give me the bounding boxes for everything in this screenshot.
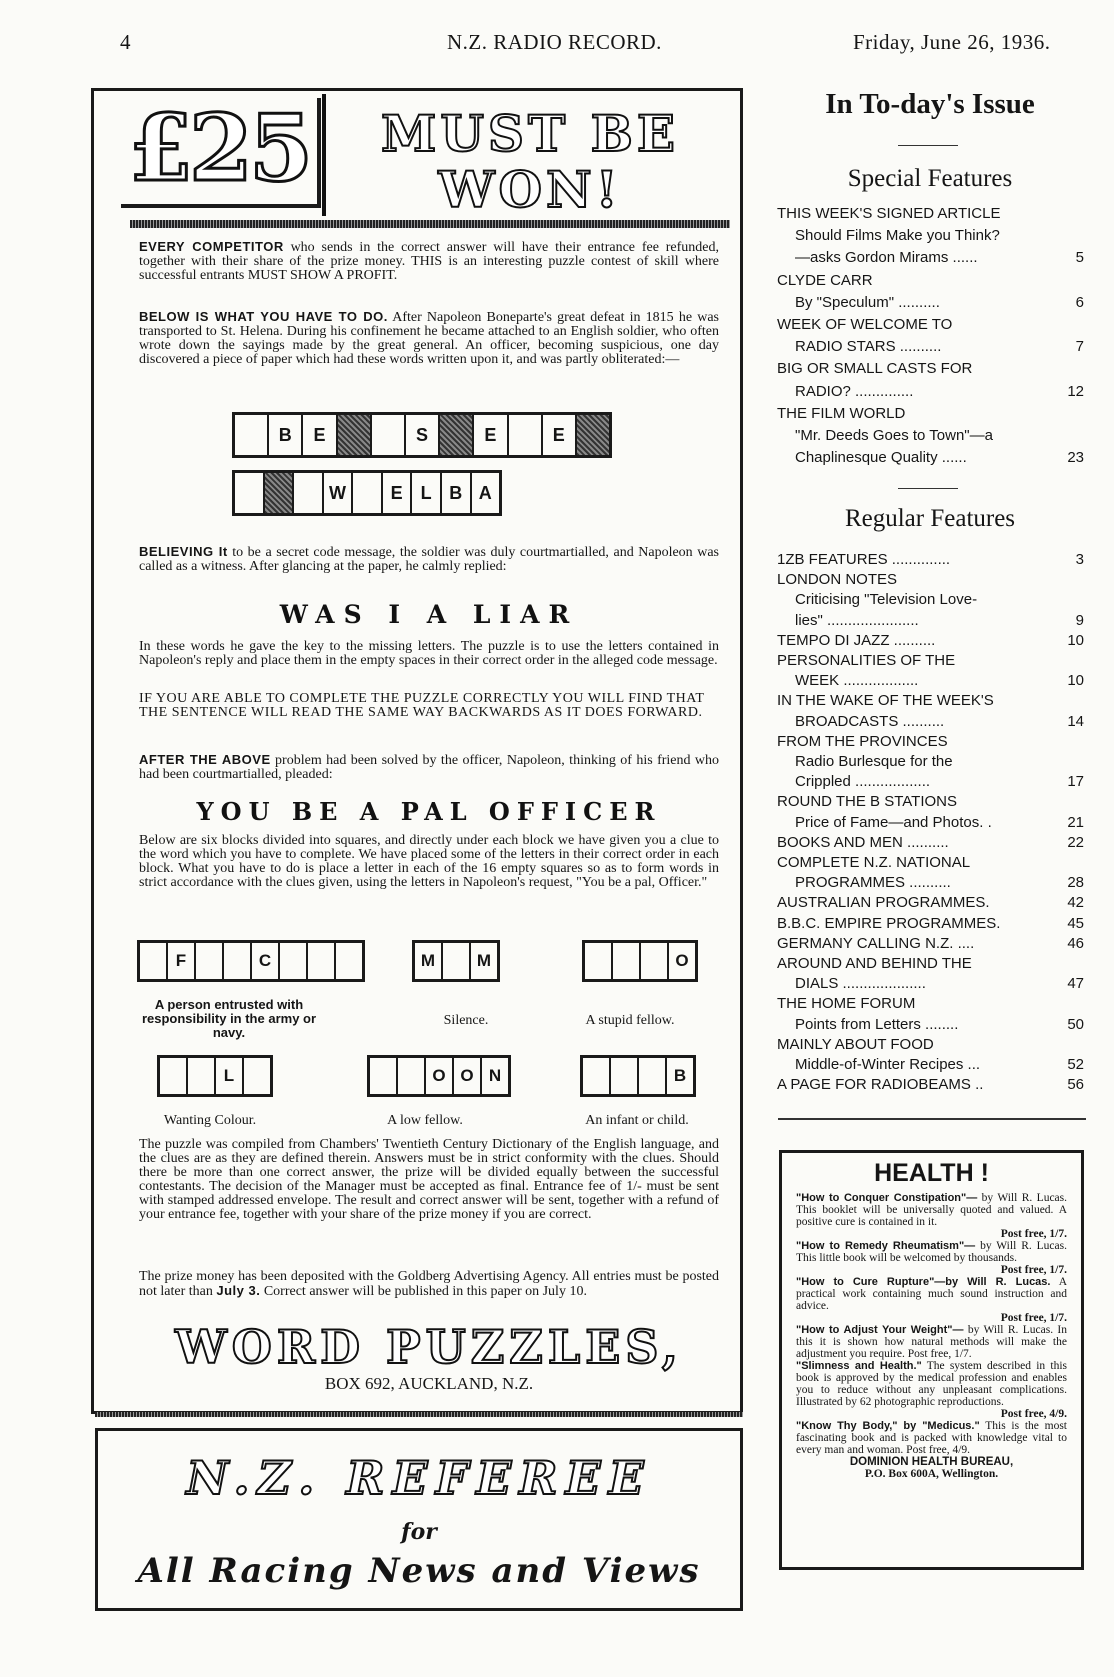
- puzzle-square: C: [252, 943, 280, 979]
- toc-entry: [777, 693, 1084, 709]
- toc-entry: [777, 1077, 1084, 1093]
- code-cell: [338, 415, 372, 455]
- code-cell: [235, 415, 269, 455]
- toc-entry-title: lies" ......................: [795, 611, 919, 629]
- puzzle-square: [611, 1058, 639, 1094]
- clue-block-5: A low fellow.: [387, 1113, 463, 1128]
- page-number: 4: [120, 30, 131, 54]
- book-know-thy-body: "Know Thy Body," by "Medicus." This is the most fascinating book and is packed with knowledge vital to every man and woman. Post free, 4/9.: [796, 1420, 1068, 1456]
- code-cell: E: [383, 473, 413, 513]
- code-cell: [294, 473, 324, 513]
- toc-entry: [777, 855, 1084, 871]
- toc-entry-title: DIALS ....................: [795, 975, 926, 993]
- toc-entry: [777, 633, 1084, 649]
- puzzle-block-5: [367, 1055, 511, 1097]
- toc-entry: [777, 714, 1084, 730]
- puzzle-square: [613, 943, 641, 979]
- toc-entry-title: By "Speculum" ..........: [795, 293, 940, 311]
- toc-entry-title: CLYDE CARR: [777, 271, 873, 289]
- toc-entry-title: A PAGE FOR RADIOBEAMS ..: [777, 1076, 984, 1094]
- clue-block-6: An infant or child.: [585, 1113, 689, 1128]
- paragraph-palindrome: IF YOU ARE ABLE TO COMPLETE THE PUZZLE CORRECTLY YOU WILL FIND THAT THE SENTENCE WILL READ THE SAME WAY BACKWARDS AS IT DOES FORWARD.: [139, 691, 705, 720]
- toc-entry-title: PERSONALITIES OF THE: [777, 652, 956, 669]
- toc-entry-title: WEEK ..................: [795, 672, 919, 690]
- toc-entry-page: 17: [1067, 773, 1084, 791]
- toc-entry-title: ROUND THE B STATIONS: [777, 793, 958, 811]
- toc-entry: [777, 673, 1084, 689]
- toc-entry-page: 42: [1067, 894, 1084, 912]
- toc-entry: [777, 1037, 1084, 1053]
- clue-block-1: A person entrusted with responsibility in the army or navy.: [141, 997, 317, 1040]
- toc-entry-title: Points from Letters ........: [795, 1015, 959, 1033]
- toc-entry: [777, 592, 1084, 608]
- paragraph-believing: BELIEVING It to be a secret code message, the soldier was duly courtmartialled, and Napoleon was called as a witness. After glancing at the paper, he calmly replied:: [139, 544, 719, 574]
- toc-entry: [777, 835, 1084, 851]
- puzzle-square: [280, 943, 308, 979]
- toc-entry: [777, 1057, 1084, 1073]
- toc-entry-page: 10: [1067, 672, 1084, 690]
- referee-advert: [95, 1428, 743, 1611]
- toc-entry-title: Criticising "Television Love-: [795, 591, 978, 609]
- paragraph-every-competitor: EVERY COMPETITOR who sends in the correct answer will have their entrance fee refunded, together with their share of the prize money. THIS is an interesting puzzle contest of skill where successful entrants MUST SHOW A PROFIT.: [139, 239, 719, 283]
- brand-word-puzzles: WORD PUZZLES,: [175, 1320, 683, 1374]
- toc-entry-title: BROADCASTS ..........: [795, 712, 945, 730]
- toc-entry: [777, 936, 1084, 952]
- toc-entry: [777, 794, 1084, 810]
- toc-entry: [777, 206, 1084, 222]
- toc-entry: [777, 976, 1084, 992]
- toc-entry-page: 7: [1075, 338, 1084, 356]
- toc-entry: [777, 250, 1084, 266]
- toc-entry-page: 28: [1067, 874, 1084, 892]
- puzzle-square: [188, 1058, 216, 1094]
- code-cell: [353, 473, 383, 513]
- advert-address: BOX 692, AUCKLAND, N.Z.: [324, 1374, 534, 1393]
- toc-entry: [777, 774, 1084, 790]
- paragraph-key: In these words he gave the key to the missing letters. The puzzle is to use the letters contained in Napoleon's reply and place them in the empty spaces in their correct order in the alleged code message.: [139, 639, 719, 668]
- paragraph-instructions: BELOW IS WHAT YOU HAVE TO DO. After Napoleon Boneparte's great defeat in 1815 he was transported to St. Helena. During his confinement he became attached to an English soldier, who often wrote down the sayings made by the great general. An officer, becoming suspicious, one day discovered a piece of paper which had these words written upon it, and was partly obliterated:—: [139, 309, 719, 367]
- toc-entry-title: BOOKS AND MEN ..........: [777, 833, 949, 851]
- toc-entry: [777, 339, 1084, 355]
- toc-entry-page: 6: [1075, 293, 1084, 311]
- referee-tagline: All Racing News and Views: [137, 1551, 701, 1591]
- clue-block-4: Wanting Colour.: [163, 1113, 257, 1128]
- toc-rule-1: [898, 145, 958, 146]
- toc-entry: [777, 295, 1084, 311]
- puzzle-square: O: [675, 951, 689, 970]
- toc-entry-page: 3: [1075, 551, 1084, 568]
- puzzle-square: [370, 1058, 398, 1094]
- book-rupture: "How to Cure Rupture"—by Will R. Lucas. A practical work containing much sound instruction and advice.: [796, 1276, 1067, 1312]
- puzzle-square: [196, 943, 224, 979]
- puzzle-square: [585, 943, 613, 979]
- puzzle-square: [639, 1058, 667, 1094]
- puzzle-block-3: [582, 940, 698, 982]
- toc-entry: [777, 273, 1084, 289]
- toc-entry-title: Chaplinesque Quality ......: [795, 449, 967, 467]
- book-constipation: "How to Conquer Constipation"— by Will R. Lucas. This booklet will be universally quoted and valued. A positive cure is contained in it.: [796, 1192, 1068, 1228]
- toc-entry: [777, 956, 1084, 972]
- toc-entry-title: Price of Fame—and Photos. .: [795, 813, 992, 831]
- toc-entry-page: 5: [1075, 249, 1084, 267]
- book-slimness-price: Post free, 4/9.: [1000, 1408, 1067, 1420]
- puzzle-square: O: [426, 1058, 454, 1094]
- toc-entry-title: LONDON NOTES: [777, 571, 898, 589]
- code-cell: W: [324, 473, 354, 513]
- toc-entry-title: Crippled ..................: [795, 773, 931, 791]
- toc-entry-title: COMPLETE N.Z. NATIONAL: [777, 854, 971, 871]
- code-cell: E: [543, 415, 577, 455]
- health-bureau-address: P.O. Box 600A, Wellington.: [864, 1468, 999, 1480]
- referee-for: for: [401, 1519, 437, 1545]
- puzzle-square: [308, 943, 336, 979]
- puzzle-square: [583, 1058, 611, 1094]
- headline-won: WON!: [438, 160, 622, 219]
- code-cell: [265, 473, 295, 513]
- book-constipation-price: Post free, 1/7.: [1000, 1228, 1067, 1240]
- code-cell: [372, 415, 406, 455]
- toc-entry: [777, 916, 1084, 932]
- paragraph-rules: The puzzle was compiled from Chambers' Twentieth Century Dictionary of the English language, and the clues are as they are defined therein. Answers must be in strict conformity with the clues. Should there be more than one correct answer, the prize will be divided equally between the successful contestants. The decision of the Manager must be accepted as final. Entrance fee of 1/- must be sent with stamped addressed envelope. The result and correct answer will be sent, together with a refund of your entrance fee, together with your share of the prize money if you are correct.: [139, 1137, 719, 1222]
- toc-entry: [777, 895, 1084, 911]
- toc-entry-title: THE FILM WORLD: [777, 404, 906, 422]
- puzzle-square: N: [488, 1066, 502, 1085]
- toc-rule-2: [898, 488, 958, 489]
- toc-entry: [777, 384, 1084, 400]
- napoleon-plea: YOU BE A PAL OFFICER: [196, 797, 662, 826]
- prize-amount: £25: [121, 98, 321, 208]
- puzzle-block-6: [580, 1055, 696, 1097]
- toc-entry-title: WEEK OF WELCOME TO: [777, 316, 953, 333]
- puzzle-block-1: [137, 940, 365, 982]
- clue-block-3: A stupid fellow.: [585, 1013, 675, 1028]
- toc-title: In To-day's Issue: [825, 88, 1035, 120]
- toc-entry: [777, 1017, 1084, 1033]
- toc-entry-page: 56: [1067, 1076, 1084, 1094]
- clue-block-2: Silence.: [443, 1013, 489, 1028]
- code-cell: [577, 415, 609, 455]
- toc-entry-title: 1ZB FEATURES ..............: [777, 551, 951, 568]
- toc-entry-page: 21: [1067, 813, 1084, 831]
- book-rheumatism-price: Post free, 1/7.: [1000, 1264, 1067, 1276]
- toc-entry: [777, 228, 1084, 244]
- health-title: HEALTH !: [874, 1159, 989, 1187]
- toc-entry-title: —asks Gordon Mirams ......: [795, 249, 978, 267]
- toc-entry-title: Middle-of-Winter Recipes ...: [795, 1056, 981, 1073]
- toc-entry-page: 47: [1067, 975, 1084, 993]
- headline-must-be: MUST BE: [380, 104, 680, 163]
- publication-title: N.Z. RADIO RECORD.: [447, 30, 662, 54]
- puzzle-square: [443, 943, 471, 979]
- toc-entry: [777, 996, 1084, 1012]
- code-cell: B: [442, 473, 472, 513]
- puzzle-square: [140, 943, 168, 979]
- toc-entry-page: 14: [1067, 712, 1084, 730]
- toc-entry-title: MAINLY ABOUT FOOD: [777, 1035, 934, 1053]
- toc-entry-title: Should Films Make you Think?: [795, 227, 1000, 245]
- toc-entry-page: 52: [1067, 1056, 1084, 1073]
- ornamental-rule: [130, 220, 730, 228]
- toc-entry-page: 46: [1067, 934, 1084, 952]
- toc-entry: [777, 361, 1084, 377]
- paragraph-six-blocks: Below are six blocks divided into squares, and directly under each block we have given you a clue to the word which you have to complete. We have placed some of the letters in their correct order in each block. What you have to do is place a letter in each of the 16 empty squares so as to form words in strict accordance with the clues given, using the letters in Napoleon's request, "You be a pal, Officer.": [139, 833, 719, 890]
- toc-entry-page: 12: [1067, 382, 1084, 400]
- toc-entry-title: FROM THE PROVINCES: [777, 732, 948, 750]
- toc-entry: [777, 875, 1084, 891]
- book-rheumatism: "How to Remedy Rheumatism"— by Will R. Lucas. This little book will be welcomed by thousands.: [796, 1240, 1067, 1264]
- puzzle-square: [336, 943, 362, 979]
- toc-rule-3: [778, 1118, 1086, 1120]
- puzzle-square: F: [168, 943, 196, 979]
- toc-entry: [777, 450, 1084, 466]
- toc-entry-page: 23: [1067, 449, 1084, 467]
- puzzle-square: M: [415, 943, 443, 979]
- puzzle-square: M: [476, 951, 492, 970]
- toc-entry-title: THE HOME FORUM: [777, 995, 916, 1013]
- ornamental-rule-bottom: [95, 1412, 743, 1417]
- puzzle-square: [160, 1058, 188, 1094]
- code-cell: B: [269, 415, 303, 455]
- toc-entry-title: IN THE WAKE OF THE WEEK'S: [777, 692, 994, 710]
- toc-entry-page: 45: [1067, 914, 1084, 932]
- toc-entry-page: 9: [1075, 611, 1084, 629]
- toc-entry-title: BIG OR SMALL CASTS FOR: [777, 360, 973, 378]
- toc-entry-title: PROGRAMMES ..........: [795, 874, 951, 892]
- puzzle-block-2: [412, 940, 500, 982]
- toc-entry-title: AUSTRALIAN PROGRAMMES.: [777, 894, 990, 912]
- puzzle-square: [244, 1058, 270, 1094]
- toc-entry: [777, 815, 1084, 831]
- puzzle-square: [398, 1058, 426, 1094]
- price-divider: [322, 94, 326, 216]
- paragraph-prize-deposit: The prize money has been deposited with the Goldberg Advertising Agency. All entries must be posted not later than July 3. Correct answer will be published in this paper on July 10.: [139, 1269, 719, 1299]
- code-cell: [509, 415, 543, 455]
- toc-entry: [777, 653, 1084, 669]
- referee-title: N.Z. REFEREE: [186, 1451, 652, 1505]
- puzzle-square: B: [673, 1066, 687, 1085]
- toc-entry-title: RADIO STARS ..........: [795, 338, 942, 356]
- toc-entry-title: B.B.C. EMPIRE PROGRAMMES.: [777, 914, 1001, 932]
- toc-entry-page: 50: [1067, 1015, 1084, 1033]
- toc-entry-title: Radio Burlesque for the: [795, 753, 953, 770]
- toc-entry: [777, 406, 1084, 422]
- toc-entry: [777, 613, 1084, 629]
- toc-entry: [777, 552, 1084, 568]
- toc-entry: [777, 734, 1084, 750]
- book-slimness: "Slimness and Health." The system described in this book is approved by the medical profession and enables you to reduce without any unpleasant complications. Illustrated by 62 photographic reproductions.: [796, 1360, 1067, 1408]
- health-advert: [779, 1150, 1084, 1570]
- toc-entry: [777, 754, 1084, 770]
- issue-date: Friday, June 26, 1936.: [853, 30, 1051, 54]
- napoleon-reply: WAS I A LIAR: [279, 600, 579, 629]
- regular-features-heading: Regular Features: [844, 505, 1016, 532]
- toc-entry-title: THIS WEEK'S SIGNED ARTICLE: [777, 205, 1001, 222]
- puzzle-block-4: [157, 1055, 273, 1097]
- code-cell: E: [303, 415, 337, 455]
- code-message-row-1: [232, 412, 612, 458]
- toc-entry-page: 22: [1067, 833, 1084, 851]
- puzzle-square: [641, 943, 669, 979]
- code-cell: S: [406, 415, 440, 455]
- special-features-heading: Special Features: [847, 165, 1013, 192]
- code-message-row-2: [232, 470, 502, 516]
- toc-entry: [777, 317, 1084, 333]
- book-rupture-price: Post free, 1/7.: [1000, 1312, 1067, 1324]
- toc-entry-title: "Mr. Deeds Goes to Town"—a: [795, 427, 993, 444]
- code-cell: L: [412, 473, 442, 513]
- toc-entry-title: AROUND AND BEHIND THE: [777, 955, 972, 972]
- code-cell: [235, 473, 265, 513]
- puzzle-square: [224, 943, 252, 979]
- code-cell: E: [474, 415, 508, 455]
- toc-entry-title: TEMPO DI JAZZ ..........: [777, 631, 936, 649]
- health-bureau-name: DOMINION HEALTH BUREAU,: [849, 1456, 1014, 1468]
- puzzle-square: L: [216, 1058, 244, 1094]
- book-weight: "How to Adjust Your Weight"— by Will R. Lucas. In this it is shown how natural methods will make the adjustment you require. Post free, 1/7.: [796, 1324, 1068, 1360]
- code-cell: A: [478, 482, 492, 503]
- paragraph-after-above: AFTER THE ABOVE problem had been solved by the officer, Napoleon, thinking of his friend who had been courtmartialled, pleaded:: [139, 752, 720, 782]
- toc-entry-title: GERMANY CALLING N.Z. ....: [777, 934, 975, 952]
- toc-entry: [777, 572, 1084, 588]
- puzzle-square: O: [454, 1058, 482, 1094]
- toc-entry-page: 10: [1067, 631, 1084, 649]
- toc-entry: [777, 428, 1084, 444]
- code-cell: [440, 415, 474, 455]
- toc-entry-title: RADIO? ..............: [795, 382, 914, 400]
